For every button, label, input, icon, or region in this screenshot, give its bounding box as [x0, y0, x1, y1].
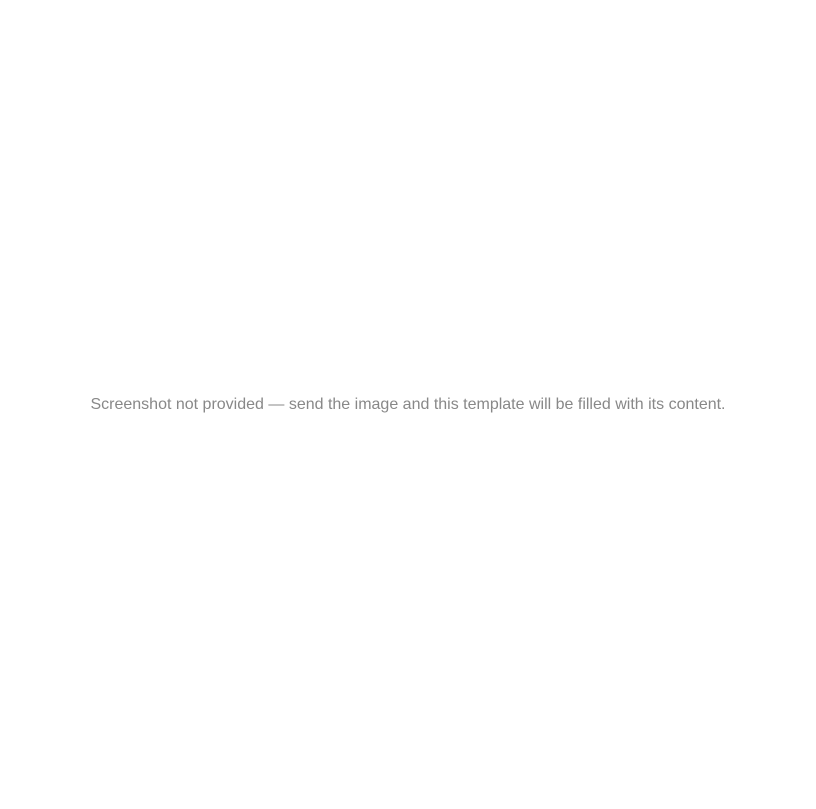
placeholder-message: Screenshot not provided — send the image and this template will be filled with its content.	[90, 395, 726, 413]
